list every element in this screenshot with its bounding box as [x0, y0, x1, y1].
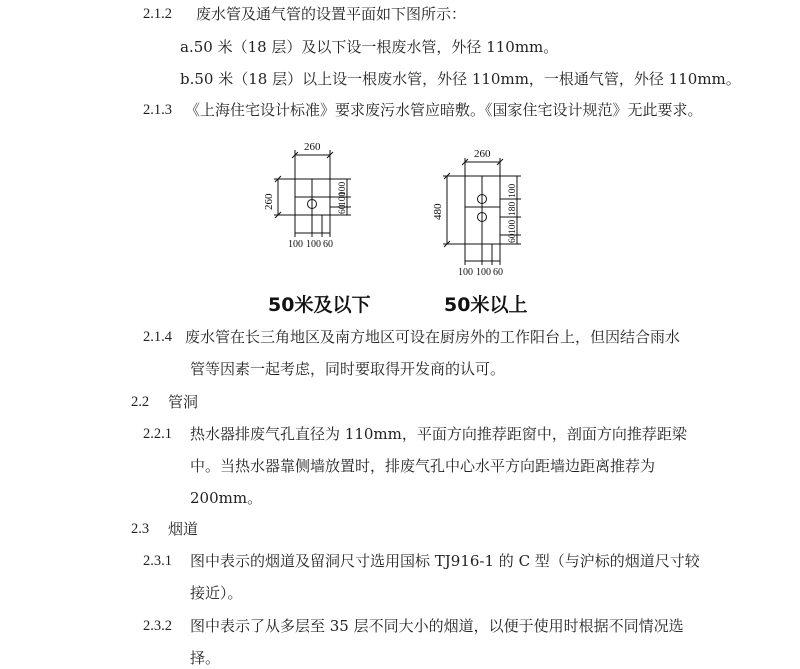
left-dim-top: 260 — [304, 141, 321, 153]
left-dim-right-3: 100 — [338, 181, 348, 196]
right-figure-caption: 50米以上 — [444, 294, 528, 316]
right-dim-bottom-1: 100 — [458, 267, 473, 278]
right-dim-top: 260 — [474, 148, 491, 160]
item-a-text: a.50 米（18 层）及以下设一根废水管，外径 110mm。 — [180, 38, 559, 56]
section-number: 2.1.4 — [143, 329, 172, 345]
right-dim-bottom-2: 100 — [476, 267, 491, 278]
left-dim-bottom-3: 60 — [323, 239, 333, 250]
section-number: 2.2.1 — [143, 426, 172, 442]
left-figure-caption: 50米及以下 — [268, 294, 371, 316]
section-number: 2.3.2 — [143, 618, 172, 634]
right-dim-left: 480 — [432, 203, 444, 220]
section-number: 2.3.1 — [143, 553, 172, 569]
section-text: 图中表示的烟道及留洞尺寸选用国标 TJ916-1 的 C 型（与沪标的烟道尺寸较 — [190, 552, 700, 570]
right-dim-right-3: 180 — [508, 201, 518, 216]
section-text: 管等因素一起考虑，同时要取得开发商的认可。 — [190, 360, 506, 378]
right-dim-right-1: 60 — [508, 233, 518, 243]
section-number: 2.1.2 — [143, 6, 172, 22]
left-dim-bottom-1: 100 — [288, 239, 303, 250]
section-text: 废水管及通气管的设置平面如下图所示： — [196, 5, 467, 23]
right-dim-right-4: 100 — [508, 183, 518, 198]
section-text: 热水器排废气孔直径为 110mm，平面方向推荐距窗中，剖面方向推荐距梁 — [190, 425, 687, 443]
section-heading: 烟道 — [168, 520, 199, 538]
section-text: 《上海住宅设计标准》要求废污水管应暗敷。《国家住宅设计规范》无此要求。 — [185, 101, 703, 119]
section-text: 择。 — [190, 649, 221, 667]
section-number: 2.3 — [131, 521, 150, 537]
section-text: 接近）。 — [190, 584, 243, 602]
left-dim-right-2: 100 — [338, 191, 348, 206]
section-number: 2.1.3 — [143, 102, 172, 118]
left-dim-bottom-2: 100 — [306, 239, 321, 250]
item-b-text: b.50 米（18 层）以上设一根废水管，外径 110mm，一根通气管，外径 110mm。 — [180, 70, 741, 88]
right-dim-right-2: 100 — [508, 219, 518, 234]
section-text: 图中表示了从多层至 35 层不同大小的烟道，以便于使用时根据不同情况选 — [190, 617, 684, 635]
section-text: 废水管在长三角地区及南方地区可设在厨房外的工作阳台上，但因结合雨水 — [185, 328, 681, 346]
left-dim-right-1: 60 — [338, 204, 348, 214]
section-number: 2.2 — [131, 394, 150, 410]
section-heading: 管洞 — [168, 393, 199, 411]
left-dim-left: 260 — [263, 193, 275, 210]
section-text: 中。当热水器靠侧墙放置时，排废气孔中心水平方向距墙边距离推荐为 — [190, 457, 656, 475]
right-dim-bottom-3: 60 — [493, 267, 503, 278]
section-text: 200mm。 — [190, 489, 263, 507]
